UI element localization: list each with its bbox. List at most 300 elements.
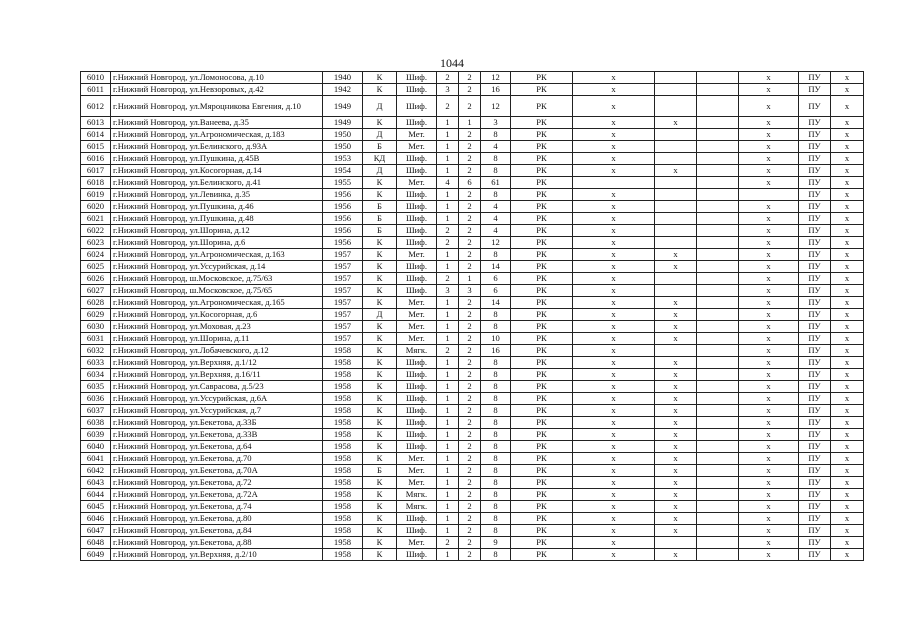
cell-year: 1958 — [323, 465, 363, 477]
cell-address: г.Нижний Новгород, ул.Агрономическая, д.183 — [111, 129, 323, 141]
cell-col-a: х — [573, 72, 655, 84]
cell-row-number: 6032 — [81, 345, 111, 357]
cell-roof-type: Мет. — [397, 321, 437, 333]
cell-floors: 1 — [437, 429, 459, 441]
cell-floors: 1 — [437, 489, 459, 501]
cell-meter: ПУ — [799, 405, 831, 417]
cell-roof-type: Шиф. — [397, 261, 437, 273]
cell-col-e: х — [831, 477, 864, 489]
cell-entrances: 2 — [459, 201, 481, 213]
cell-year: 1958 — [323, 525, 363, 537]
table-row — [81, 393, 864, 405]
cell-category: РК — [511, 309, 573, 321]
cell-wall-type: К — [363, 453, 397, 465]
cell-wall-type: К — [363, 429, 397, 441]
cell-meter: ПУ — [799, 249, 831, 261]
cell-entrances: 2 — [459, 453, 481, 465]
cell-category: РК — [511, 201, 573, 213]
cell-wall-type: К — [363, 84, 397, 96]
cell-row-number: 6011 — [81, 84, 111, 96]
cell-row-number: 6040 — [81, 441, 111, 453]
cell-row-number: 6038 — [81, 417, 111, 429]
cell-meter: ПУ — [799, 537, 831, 549]
cell-col-d: х — [739, 72, 799, 84]
cell-floors: 1 — [437, 261, 459, 273]
cell-wall-type: К — [363, 513, 397, 525]
cell-meter: ПУ — [799, 273, 831, 285]
cell-wall-type: К — [363, 357, 397, 369]
cell-wall-type: Б — [363, 213, 397, 225]
cell-address: г.Нижний Новгород, ул.Бекетова, д.74 — [111, 501, 323, 513]
cell-category: РК — [511, 273, 573, 285]
cell-apartments: 8 — [481, 153, 511, 165]
cell-entrances: 2 — [459, 513, 481, 525]
cell-col-d: х — [739, 525, 799, 537]
cell-meter: ПУ — [799, 513, 831, 525]
cell-floors: 1 — [437, 321, 459, 333]
cell-wall-type: К — [363, 441, 397, 453]
cell-wall-type: К — [363, 261, 397, 273]
cell-col-a: х — [573, 549, 655, 561]
cell-year: 1958 — [323, 477, 363, 489]
cell-address: г.Нижний Новгород, ул.Шорина, д.11 — [111, 333, 323, 345]
cell-roof-type: Шиф. — [397, 405, 437, 417]
cell-entrances: 6 — [459, 177, 481, 189]
cell-col-b: х — [655, 249, 697, 261]
cell-year: 1958 — [323, 501, 363, 513]
cell-row-number: 6043 — [81, 477, 111, 489]
cell-entrances: 2 — [459, 225, 481, 237]
cell-col-d: х — [739, 285, 799, 297]
cell-row-number: 6026 — [81, 273, 111, 285]
cell-meter: ПУ — [799, 189, 831, 201]
cell-apartments: 12 — [481, 237, 511, 249]
cell-col-c — [697, 153, 739, 165]
cell-year: 1957 — [323, 273, 363, 285]
cell-apartments: 8 — [481, 321, 511, 333]
table-row — [81, 465, 864, 477]
cell-col-e: х — [831, 501, 864, 513]
cell-col-d: х — [739, 369, 799, 381]
cell-roof-type: Шиф. — [397, 273, 437, 285]
cell-address: г.Нижний Новгород, ул.Пушкина, д.46 — [111, 201, 323, 213]
cell-category: РК — [511, 72, 573, 84]
cell-roof-type: Мет. — [397, 309, 437, 321]
cell-category: РК — [511, 297, 573, 309]
cell-meter: ПУ — [799, 453, 831, 465]
cell-roof-type: Шиф. — [397, 357, 437, 369]
cell-col-b — [655, 201, 697, 213]
table-row — [81, 489, 864, 501]
cell-wall-type: К — [363, 549, 397, 561]
cell-row-number: 6034 — [81, 369, 111, 381]
cell-category: РК — [511, 369, 573, 381]
cell-col-d: х — [739, 201, 799, 213]
cell-wall-type: К — [363, 321, 397, 333]
cell-entrances: 2 — [459, 261, 481, 273]
cell-col-c — [697, 177, 739, 189]
cell-row-number: 6013 — [81, 117, 111, 129]
cell-entrances: 2 — [459, 549, 481, 561]
cell-entrances: 2 — [459, 84, 481, 96]
cell-col-e: х — [831, 381, 864, 393]
cell-entrances: 2 — [459, 249, 481, 261]
cell-year: 1956 — [323, 201, 363, 213]
cell-year: 1958 — [323, 537, 363, 549]
cell-wall-type: К — [363, 273, 397, 285]
cell-apartments: 8 — [481, 129, 511, 141]
cell-meter: ПУ — [799, 117, 831, 129]
cell-address: г.Нижний Новгород, ул.Лобачевского, д.12 — [111, 345, 323, 357]
cell-meter: ПУ — [799, 237, 831, 249]
cell-row-number: 6024 — [81, 249, 111, 261]
cell-col-a: х — [573, 345, 655, 357]
cell-entrances: 2 — [459, 501, 481, 513]
cell-wall-type: К — [363, 393, 397, 405]
cell-row-number: 6023 — [81, 237, 111, 249]
cell-meter: ПУ — [799, 465, 831, 477]
cell-entrances: 2 — [459, 393, 481, 405]
cell-wall-type: К — [363, 525, 397, 537]
cell-meter: ПУ — [799, 477, 831, 489]
table-row — [81, 309, 864, 321]
cell-category: РК — [511, 177, 573, 189]
cell-apartments: 8 — [481, 465, 511, 477]
cell-col-a: х — [573, 261, 655, 273]
cell-row-number: 6039 — [81, 429, 111, 441]
cell-apartments: 8 — [481, 165, 511, 177]
cell-roof-type: Мет. — [397, 141, 437, 153]
cell-col-b: х — [655, 549, 697, 561]
cell-category: РК — [511, 237, 573, 249]
cell-wall-type: Д — [363, 129, 397, 141]
cell-col-b — [655, 273, 697, 285]
cell-category: РК — [511, 213, 573, 225]
cell-apartments: 12 — [481, 72, 511, 84]
cell-floors: 1 — [437, 165, 459, 177]
cell-col-d: х — [739, 513, 799, 525]
cell-floors: 4 — [437, 177, 459, 189]
cell-col-d: х — [739, 129, 799, 141]
cell-address: г.Нижний Новгород, ул.Бекетова, д.72А — [111, 489, 323, 501]
table-row — [81, 237, 864, 249]
cell-category: РК — [511, 225, 573, 237]
cell-col-c — [697, 249, 739, 261]
cell-col-a: х — [573, 537, 655, 549]
cell-col-b: х — [655, 357, 697, 369]
cell-year: 1958 — [323, 489, 363, 501]
cell-col-a: х — [573, 153, 655, 165]
cell-address: г.Нижний Новгород, ул.Верхняя, д.1/12 — [111, 357, 323, 369]
cell-col-e: х — [831, 153, 864, 165]
cell-col-a: х — [573, 273, 655, 285]
cell-col-b — [655, 129, 697, 141]
cell-year: 1958 — [323, 441, 363, 453]
table-row — [81, 285, 864, 297]
cell-col-d: х — [739, 153, 799, 165]
cell-entrances: 2 — [459, 321, 481, 333]
cell-meter: ПУ — [799, 417, 831, 429]
cell-floors: 1 — [437, 201, 459, 213]
cell-col-c — [697, 141, 739, 153]
cell-address: г.Нижний Новгород, ул.Бекетова, д.33Б — [111, 417, 323, 429]
cell-year: 1958 — [323, 513, 363, 525]
cell-col-e: х — [831, 237, 864, 249]
cell-col-a: х — [573, 165, 655, 177]
cell-col-d: х — [739, 417, 799, 429]
cell-col-b: х — [655, 513, 697, 525]
cell-year: 1958 — [323, 369, 363, 381]
cell-row-number: 6047 — [81, 525, 111, 537]
cell-category: РК — [511, 129, 573, 141]
cell-address: г.Нижний Новгород, ул.Уссурийская, д.14 — [111, 261, 323, 273]
cell-col-a: х — [573, 513, 655, 525]
table-row — [81, 129, 864, 141]
cell-col-c — [697, 429, 739, 441]
cell-col-e: х — [831, 297, 864, 309]
cell-col-d: х — [739, 249, 799, 261]
cell-category: РК — [511, 153, 573, 165]
cell-row-number: 6048 — [81, 537, 111, 549]
cell-floors: 1 — [437, 153, 459, 165]
cell-col-b: х — [655, 333, 697, 345]
table-row — [81, 117, 864, 129]
cell-col-a: х — [573, 417, 655, 429]
cell-meter: ПУ — [799, 549, 831, 561]
cell-row-number: 6014 — [81, 129, 111, 141]
cell-floors: 2 — [437, 72, 459, 84]
cell-apartments: 14 — [481, 261, 511, 273]
cell-wall-type: К — [363, 237, 397, 249]
cell-col-c — [697, 96, 739, 117]
cell-floors: 2 — [437, 225, 459, 237]
cell-row-number: 6049 — [81, 549, 111, 561]
cell-col-b: х — [655, 525, 697, 537]
cell-apartments: 8 — [481, 429, 511, 441]
cell-address: г.Нижний Новгород, ул.Белинского, д.41 — [111, 177, 323, 189]
cell-entrances: 2 — [459, 525, 481, 537]
cell-col-e: х — [831, 321, 864, 333]
cell-roof-type: Шиф. — [397, 189, 437, 201]
cell-col-b: х — [655, 261, 697, 273]
cell-floors: 1 — [437, 441, 459, 453]
cell-col-b — [655, 237, 697, 249]
register-table-body — [81, 72, 864, 561]
cell-address: г.Нижний Новгород, ул.Уссурийская, д.6А — [111, 393, 323, 405]
cell-entrances: 1 — [459, 273, 481, 285]
cell-col-d: х — [739, 213, 799, 225]
cell-apartments: 8 — [481, 453, 511, 465]
cell-row-number: 6016 — [81, 153, 111, 165]
cell-col-a: х — [573, 429, 655, 441]
cell-wall-type: К — [363, 537, 397, 549]
cell-wall-type: К — [363, 477, 397, 489]
cell-address: г.Нижний Новгород, ул.Белинского, д.93А — [111, 141, 323, 153]
cell-category: РК — [511, 405, 573, 417]
cell-wall-type: К — [363, 117, 397, 129]
cell-col-a: х — [573, 501, 655, 513]
cell-floors: 2 — [437, 237, 459, 249]
cell-wall-type: Д — [363, 309, 397, 321]
cell-col-d: х — [739, 537, 799, 549]
cell-apartments: 4 — [481, 141, 511, 153]
cell-col-c — [697, 345, 739, 357]
cell-floors: 1 — [437, 477, 459, 489]
register-table — [80, 71, 864, 561]
cell-address: г.Нижний Новгород, ул.Верхняя, д.16/11 — [111, 369, 323, 381]
cell-category: РК — [511, 345, 573, 357]
cell-floors: 1 — [437, 525, 459, 537]
cell-address: г.Нижний Новгород, ул.Бекетова, д.72 — [111, 477, 323, 489]
table-row — [81, 201, 864, 213]
cell-wall-type: К — [363, 72, 397, 84]
cell-year: 1958 — [323, 549, 363, 561]
cell-address: г.Нижний Новгород, ул.Моховая, д.23 — [111, 321, 323, 333]
cell-col-c — [697, 321, 739, 333]
cell-category: РК — [511, 441, 573, 453]
cell-floors: 1 — [437, 501, 459, 513]
cell-col-d: х — [739, 96, 799, 117]
cell-address: г.Нижний Новгород, ул.Саврасова, д.5/23 — [111, 381, 323, 393]
cell-col-d: х — [739, 225, 799, 237]
cell-apartments: 16 — [481, 84, 511, 96]
cell-roof-type: Шиф. — [397, 72, 437, 84]
cell-col-d: х — [739, 273, 799, 285]
cell-year: 1958 — [323, 357, 363, 369]
cell-col-e: х — [831, 165, 864, 177]
cell-col-b: х — [655, 321, 697, 333]
cell-row-number: 6021 — [81, 213, 111, 225]
cell-row-number: 6041 — [81, 453, 111, 465]
cell-address: г.Нижний Новгород, ул.Агрономическая, д.163 — [111, 249, 323, 261]
cell-col-b: х — [655, 465, 697, 477]
cell-wall-type: К — [363, 417, 397, 429]
cell-apartments: 8 — [481, 393, 511, 405]
cell-col-c — [697, 405, 739, 417]
cell-meter: ПУ — [799, 345, 831, 357]
cell-category: РК — [511, 321, 573, 333]
cell-col-b: х — [655, 489, 697, 501]
cell-roof-type: Шиф. — [397, 165, 437, 177]
cell-entrances: 2 — [459, 189, 481, 201]
cell-year: 1954 — [323, 165, 363, 177]
cell-col-b — [655, 177, 697, 189]
cell-col-c — [697, 297, 739, 309]
cell-apartments: 14 — [481, 297, 511, 309]
cell-col-b: х — [655, 429, 697, 441]
cell-apartments: 8 — [481, 477, 511, 489]
cell-col-c — [697, 84, 739, 96]
cell-entrances: 2 — [459, 237, 481, 249]
cell-col-c — [697, 381, 739, 393]
cell-col-a: х — [573, 129, 655, 141]
cell-col-e: х — [831, 225, 864, 237]
cell-col-c — [697, 189, 739, 201]
cell-meter: ПУ — [799, 525, 831, 537]
cell-row-number: 6029 — [81, 309, 111, 321]
cell-entrances: 1 — [459, 117, 481, 129]
cell-wall-type: К — [363, 189, 397, 201]
cell-entrances: 2 — [459, 369, 481, 381]
cell-row-number: 6022 — [81, 225, 111, 237]
cell-address: г.Нижний Новгород, ул.Бекетова, д.88 — [111, 537, 323, 549]
cell-col-c — [697, 225, 739, 237]
cell-col-a: х — [573, 393, 655, 405]
cell-col-d: х — [739, 453, 799, 465]
cell-row-number: 6046 — [81, 513, 111, 525]
cell-col-e: х — [831, 177, 864, 189]
cell-col-e: х — [831, 525, 864, 537]
cell-category: РК — [511, 501, 573, 513]
cell-col-a: х — [573, 237, 655, 249]
cell-floors: 1 — [437, 369, 459, 381]
cell-roof-type: Шиф. — [397, 393, 437, 405]
cell-apartments: 8 — [481, 441, 511, 453]
cell-category: РК — [511, 513, 573, 525]
cell-col-e: х — [831, 189, 864, 201]
cell-col-d: х — [739, 357, 799, 369]
cell-wall-type: Б — [363, 141, 397, 153]
cell-col-b: х — [655, 453, 697, 465]
cell-entrances: 2 — [459, 417, 481, 429]
cell-roof-type: Шиф. — [397, 381, 437, 393]
cell-year: 1956 — [323, 237, 363, 249]
cell-col-c — [697, 129, 739, 141]
cell-meter: ПУ — [799, 297, 831, 309]
cell-col-a: х — [573, 369, 655, 381]
cell-address: г.Нижний Новгород, ул.Пушкина, д.45В — [111, 153, 323, 165]
cell-col-e: х — [831, 249, 864, 261]
cell-col-d: х — [739, 345, 799, 357]
table-row — [81, 345, 864, 357]
cell-col-e: х — [831, 72, 864, 84]
cell-year: 1958 — [323, 381, 363, 393]
cell-col-e: х — [831, 465, 864, 477]
cell-apartments: 6 — [481, 273, 511, 285]
cell-apartments: 8 — [481, 501, 511, 513]
cell-entrances: 2 — [459, 441, 481, 453]
cell-apartments: 3 — [481, 117, 511, 129]
cell-wall-type: К — [363, 333, 397, 345]
cell-address: г.Нижний Новгород, ул.Невзоровых, д.42 — [111, 84, 323, 96]
cell-apartments: 12 — [481, 96, 511, 117]
cell-roof-type: Шиф. — [397, 225, 437, 237]
cell-col-d: х — [739, 177, 799, 189]
cell-apartments: 8 — [481, 381, 511, 393]
cell-row-number: 6030 — [81, 321, 111, 333]
cell-roof-type: Шиф. — [397, 96, 437, 117]
cell-col-e: х — [831, 453, 864, 465]
cell-col-e: х — [831, 261, 864, 273]
cell-address: г.Нижний Новгород, ул.Агрономическая, д.165 — [111, 297, 323, 309]
cell-col-c — [697, 333, 739, 345]
cell-col-e: х — [831, 309, 864, 321]
cell-meter: ПУ — [799, 84, 831, 96]
cell-col-d: х — [739, 117, 799, 129]
cell-col-a: х — [573, 357, 655, 369]
cell-roof-type: Мягк. — [397, 489, 437, 501]
cell-col-e: х — [831, 117, 864, 129]
cell-col-e: х — [831, 489, 864, 501]
table-row — [81, 453, 864, 465]
cell-floors: 1 — [437, 381, 459, 393]
cell-col-d: х — [739, 261, 799, 273]
cell-address: г.Нижний Новгород, ул.Верхняя, д.2/10 — [111, 549, 323, 561]
cell-apartments: 10 — [481, 333, 511, 345]
cell-roof-type: Шиф. — [397, 417, 437, 429]
cell-col-d — [739, 189, 799, 201]
cell-meter: ПУ — [799, 429, 831, 441]
